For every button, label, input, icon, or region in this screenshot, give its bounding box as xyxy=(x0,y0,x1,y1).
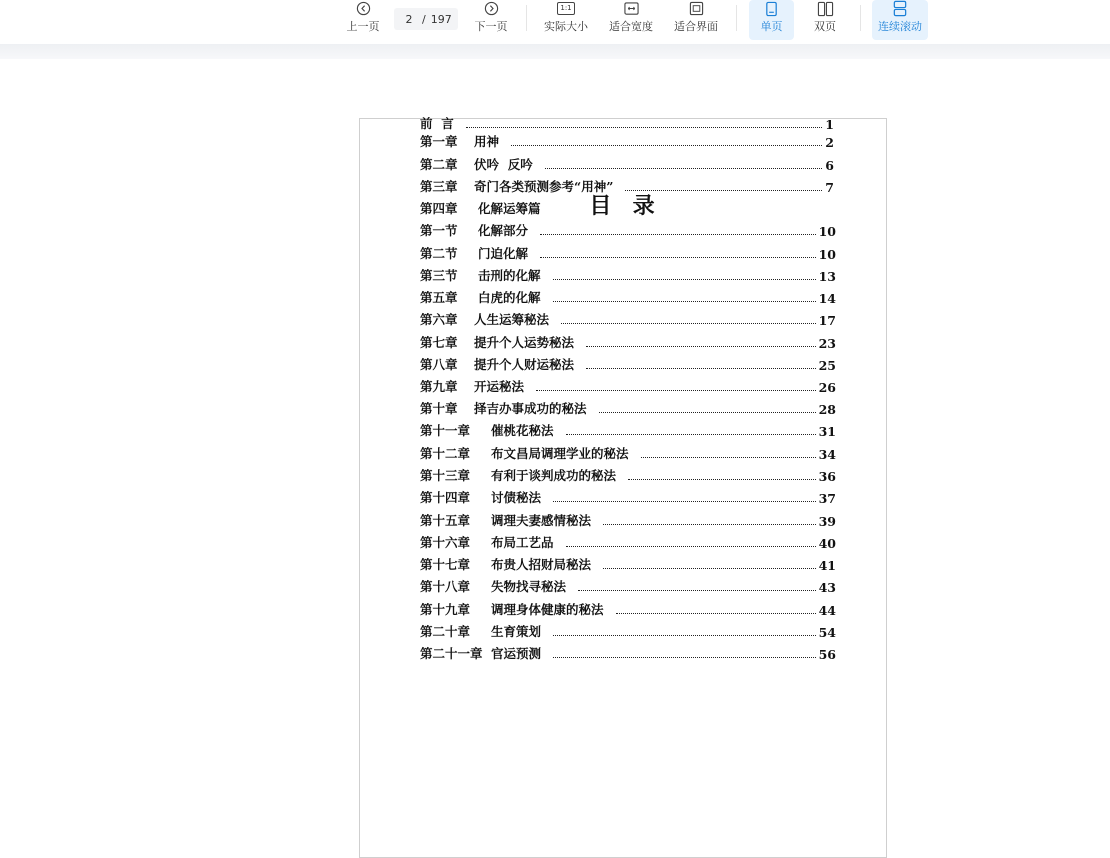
toc-entry-chapter: 第十七章 xyxy=(420,557,471,572)
fit-page-icon xyxy=(688,0,705,17)
prev-page-button[interactable] xyxy=(342,0,384,40)
toc-leader-dots xyxy=(561,323,816,324)
toc-entry-name: 布贵人招财局秘法 xyxy=(491,557,592,572)
toc-leader-dots xyxy=(586,368,816,369)
toc-entry-name: 生育策划 xyxy=(491,624,542,639)
toc-entry-name: 官运预测 xyxy=(491,646,542,661)
current-page-input[interactable] xyxy=(396,13,422,26)
total-pages: 197 xyxy=(430,12,452,26)
page-separator: / xyxy=(422,12,426,26)
toc-entry-chapter: 第十一章 xyxy=(420,423,471,438)
fit-page-button[interactable] xyxy=(669,0,723,40)
double-page-button[interactable] xyxy=(803,0,847,40)
toc-entry-page: 13 xyxy=(818,269,836,284)
toc-entry-page: 41 xyxy=(818,558,836,573)
toc-entry-chapter: 第十三章 xyxy=(420,468,471,483)
toc-entry[interactable] xyxy=(420,377,836,395)
toc-entry-page: 2 xyxy=(825,135,834,150)
toc-entry-chapter: 第十章 xyxy=(420,401,458,416)
toolbar-divider xyxy=(736,5,737,31)
toc-leader-dots xyxy=(466,127,823,128)
toc-entry-name: 讨债秘法 xyxy=(491,490,542,505)
toc-leader-dots xyxy=(628,479,816,480)
single-page-button[interactable] xyxy=(749,0,794,40)
toc-leader-dots xyxy=(566,546,816,547)
toc-entry-name: 人生运筹秘法 xyxy=(474,312,550,327)
actual-size-icon: 1:1 xyxy=(557,0,574,17)
toc-entry[interactable] xyxy=(420,221,836,239)
toc-entry-name: 提升个人运势秘法 xyxy=(474,335,575,350)
toc-entry-name: 择吉办事成功的秘法 xyxy=(474,401,587,416)
toc-entry[interactable] xyxy=(420,288,836,306)
page-indicator xyxy=(394,8,458,30)
toc-leader-dots xyxy=(625,190,822,191)
toc-leader-dots xyxy=(616,613,816,614)
toc-entry-page: 28 xyxy=(818,402,836,417)
continuous-scroll-button[interactable] xyxy=(872,0,928,40)
continuous-scroll-icon xyxy=(892,0,908,17)
toc-entry-chapter: 第二十章 xyxy=(420,624,471,639)
toc-entry-page: 34 xyxy=(818,447,836,462)
toc-leader-dots xyxy=(578,590,816,591)
toc-entry-page: 1 xyxy=(825,117,834,132)
toolbar-divider xyxy=(526,5,527,31)
actual-size-button[interactable] xyxy=(540,0,592,40)
actual-size-label: 实际大小 xyxy=(544,20,588,33)
toc-leader-dots xyxy=(540,257,816,258)
toc-entry-chapter: 第十九章 xyxy=(420,602,471,617)
toc-entry[interactable] xyxy=(420,622,836,640)
toc-entry[interactable] xyxy=(420,444,836,462)
toc-entry-chapter: 第十五章 xyxy=(420,513,471,528)
toc-entry[interactable] xyxy=(420,600,836,618)
toc-entry-page: 14 xyxy=(818,291,836,306)
toc-entry[interactable] xyxy=(420,177,834,195)
toc-entry[interactable] xyxy=(420,244,836,262)
toc-entry-chapter: 第十六章 xyxy=(420,535,471,550)
toc-entry-chapter: 第二十一章 xyxy=(420,646,483,661)
toc-entry-chapter: 第一节 xyxy=(420,223,458,238)
toc-leader-dots xyxy=(536,390,816,391)
toc-entry-page: 17 xyxy=(818,313,836,328)
toc-entry-name: 伏吟 反吟 xyxy=(474,157,533,172)
toc-entry-chapter: 第七章 xyxy=(420,335,458,350)
double-page-icon xyxy=(817,0,834,17)
toc-entry-name: 奇门各类预测参考“用神” xyxy=(474,179,614,194)
toc-entry[interactable] xyxy=(420,555,836,573)
toc-entry-page: 54 xyxy=(818,625,836,640)
toc-entry-page: 10 xyxy=(818,247,836,262)
toc-entry-name: 开运秘法 xyxy=(474,379,525,394)
toc-entry-page: 43 xyxy=(818,580,836,595)
toc-entry[interactable] xyxy=(420,266,836,284)
toc-entry-page: 26 xyxy=(818,380,836,395)
toc-entry-page: 10 xyxy=(818,224,836,239)
toc-leader-dots xyxy=(603,524,816,525)
toc-entry[interactable] xyxy=(420,114,834,132)
document-page xyxy=(359,118,887,858)
toc-entry[interactable] xyxy=(420,466,836,484)
toc-entry-name: 有利于谈判成功的秘法 xyxy=(491,468,617,483)
toc-entry-name: 催桃花秘法 xyxy=(491,423,554,438)
fit-width-label: 适合宽度 xyxy=(609,20,653,33)
fit-width-icon xyxy=(623,0,640,17)
prev-page-label: 上一页 xyxy=(346,20,380,33)
toc-leader-dots xyxy=(540,234,816,235)
toc-entry-name: 用神 xyxy=(474,134,500,149)
toc-entry-name: 布文昌局调理学业的秘法 xyxy=(491,446,629,461)
chevron-right-circle-icon xyxy=(484,0,499,17)
single-page-label: 单页 xyxy=(760,20,783,33)
toc-leader-dots xyxy=(553,301,816,302)
chevron-left-circle-icon xyxy=(356,0,371,17)
toc-entry-chapter: 第十八章 xyxy=(420,579,471,594)
toc-entry-chapter: 第五章 xyxy=(420,290,458,305)
toc-leader-dots xyxy=(566,434,816,435)
toc-entry-chapter: 第一章 xyxy=(420,134,458,149)
toc-entry[interactable] xyxy=(420,155,834,173)
fit-width-button[interactable] xyxy=(604,0,658,40)
toc-entry[interactable] xyxy=(420,333,836,351)
toc-entry-chapter: 第六章 xyxy=(420,312,458,327)
toc-entry-chapter: 第三章 xyxy=(420,179,458,194)
toc-entry-name: 提升个人财运秘法 xyxy=(474,357,575,372)
toc-leader-dots xyxy=(553,635,816,636)
toc-entry-page: 40 xyxy=(818,536,836,551)
toc-entry-page: 23 xyxy=(818,336,836,351)
toc-leader-dots xyxy=(553,501,816,502)
toc-entry-name: 化解部分 xyxy=(478,223,529,238)
toc-entry-name: 调理身体健康的秘法 xyxy=(491,602,604,617)
toc-entry[interactable] xyxy=(420,644,836,662)
toc-entry[interactable] xyxy=(420,199,820,217)
toc-entry-page: 31 xyxy=(818,424,836,439)
toc-entry-chapter: 第十四章 xyxy=(420,490,471,505)
toc-entry-chapter: 第三节 xyxy=(420,268,458,283)
toc-leader-dots xyxy=(553,279,816,280)
next-page-button[interactable] xyxy=(470,0,512,40)
toc-entry-chapter: 第二章 xyxy=(420,157,458,172)
fit-page-label: 适合界面 xyxy=(674,20,718,33)
toc-entry[interactable] xyxy=(420,533,836,551)
toc-leader-dots xyxy=(603,568,816,569)
toc-entry[interactable] xyxy=(420,132,834,150)
toc-entry-chapter: 前 言 xyxy=(420,116,454,131)
toc-entry-page: 37 xyxy=(818,491,836,506)
toc-entry-chapter: 第八章 xyxy=(420,357,458,372)
toc-entry-page: 36 xyxy=(818,469,836,484)
toc-entry[interactable] xyxy=(420,488,836,506)
toc-leader-dots xyxy=(511,145,822,146)
toolbar-divider xyxy=(860,5,861,31)
toc-entry-chapter: 第十二章 xyxy=(420,446,471,461)
toc-entry-page: 7 xyxy=(825,180,834,195)
toc-entry[interactable] xyxy=(420,399,836,417)
toc-entry[interactable] xyxy=(420,421,836,439)
double-page-label: 双页 xyxy=(814,20,836,33)
toc-entry-name: 化解运筹篇 xyxy=(478,201,541,216)
toc-entry[interactable] xyxy=(420,355,836,373)
toc-leader-dots xyxy=(553,657,816,658)
viewer-toolbar xyxy=(0,0,1110,44)
toc-leader-dots xyxy=(599,412,816,413)
toc-entry-page: 56 xyxy=(818,647,836,662)
next-page-label: 下一页 xyxy=(474,20,508,33)
toc-entry-name: 门迫化解 xyxy=(478,246,529,261)
toc-entry[interactable] xyxy=(420,310,836,328)
toc-leader-dots xyxy=(641,457,816,458)
toc-leader-dots xyxy=(586,346,816,347)
toc-entry-page: 39 xyxy=(818,514,836,529)
toc-entry-name: 失物找寻秘法 xyxy=(491,579,567,594)
toc-entry-page: 6 xyxy=(825,158,834,173)
toolbar-shadow xyxy=(0,44,1110,59)
continuous-scroll-label: 连续滚动 xyxy=(878,20,922,33)
toc-entry-page: 44 xyxy=(818,603,836,618)
toc-entry[interactable] xyxy=(420,511,836,529)
toc-entry-chapter: 第二节 xyxy=(420,246,458,261)
toc-entry-name: 布局工艺品 xyxy=(491,535,554,550)
toc-entry-name: 击刑的化解 xyxy=(478,268,541,283)
toc-leader-dots xyxy=(545,168,823,169)
toc-entry[interactable] xyxy=(420,577,836,595)
toc-entry-chapter: 第四章 xyxy=(420,201,458,216)
toc-entry-page: 25 xyxy=(818,358,836,373)
toc-entry-chapter: 第九章 xyxy=(420,379,458,394)
toc-title: 目 录 xyxy=(589,193,657,219)
single-page-icon xyxy=(764,0,779,17)
toc-entry-name: 调理夫妻感情秘法 xyxy=(491,513,592,528)
toc-entry-name: 白虎的化解 xyxy=(478,290,541,305)
